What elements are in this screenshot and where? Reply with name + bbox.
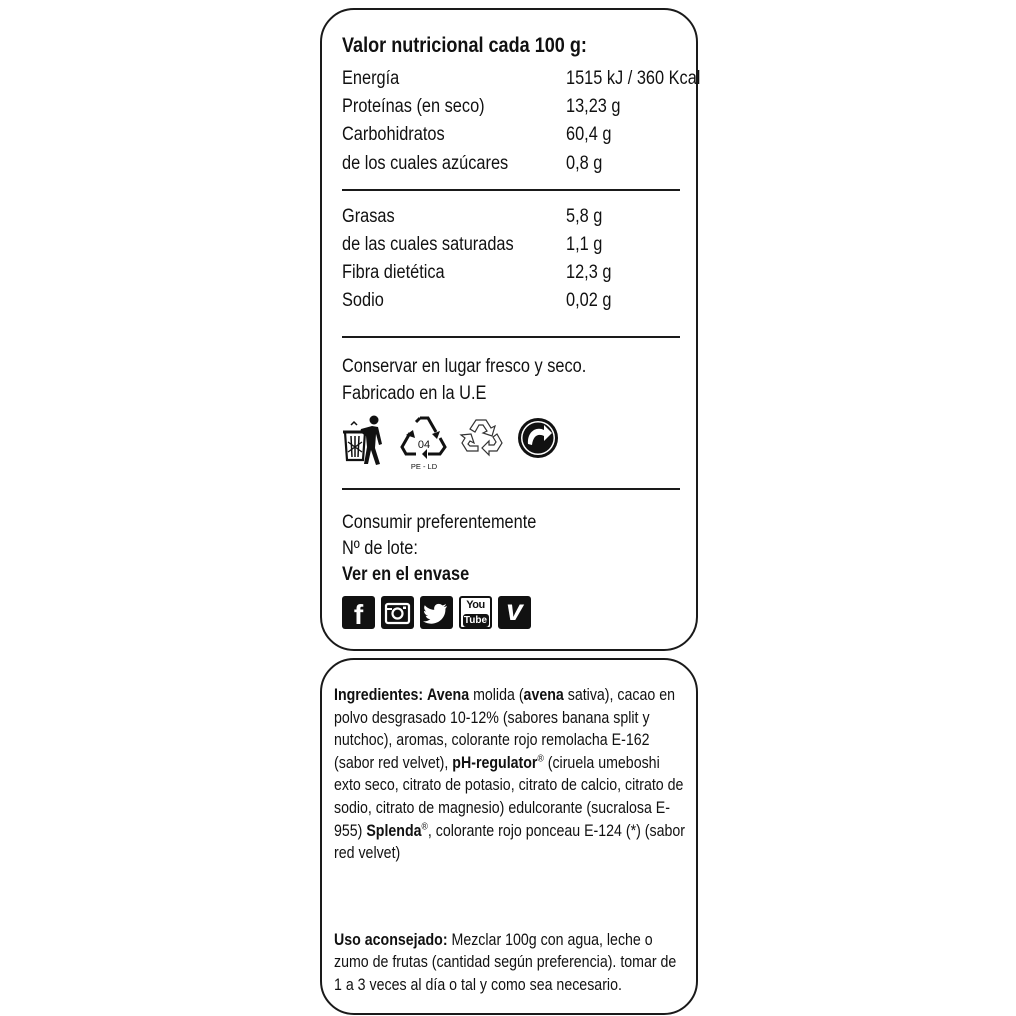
nutrition-label: de los cuales azúcares [342,153,509,174]
ingredients-text [334,684,686,865]
nutrition-row-sugars [342,153,682,179]
registered-mark: ® [537,753,544,765]
nutrition-label: Fibra dietética [342,262,445,283]
nutrition-label: Energía [342,68,400,89]
allergen-oat-2: avena [523,686,564,704]
nutrition-value: 1,1 g [566,234,603,255]
nutrition-row-protein [342,96,682,122]
see-package-text: Ver en el envase [342,564,470,585]
lot-number-label: Nº de lote: [342,538,418,559]
ingredients-part: molida ( [469,686,524,704]
recycle-code: 04 [417,439,431,451]
nutrition-title: Valor nutricional cada 100 g: [342,34,587,57]
youtube-top-text: You [466,599,485,611]
nutrition-label: Sodio [342,290,384,311]
nutrition-value: 0,8 g [566,153,603,174]
best-before-label: Consumir preferentemente [342,512,537,533]
nutrition-value: 0,02 g [566,290,612,311]
divider [342,189,680,191]
nutrition-row-sodium [342,290,682,316]
registered-mark: ® [421,821,428,833]
nutrition-value: 60,4 g [566,124,612,145]
ingredients-part: (ciruela umeboshi exto seco, citrato de potasio, citrato de calcio, citrato de sodio, citrato de magnesio) edulcorante (sucralosa E-955) [334,753,684,840]
ingredients-panel [320,658,698,1015]
recycle-arrows-icon [458,414,506,462]
nutrition-row-energy [342,68,701,94]
ingredients-block [334,684,686,865]
twitter-icon[interactable] [420,596,453,629]
divider [342,336,680,338]
usage-block [334,912,686,1013]
youtube-icon[interactable] [459,596,492,629]
instagram-glyph [381,596,414,629]
youtube-bottom-text: Tube [463,615,488,626]
nutrition-value: 1515 kJ / 360 Kcal [566,68,701,89]
instagram-icon[interactable] [381,596,414,629]
green-dot-icon [514,414,562,462]
nutrition-row-carbs [342,124,682,150]
facebook-icon[interactable] [342,596,375,629]
nutrition-label: Carbohidratos [342,124,445,145]
recycle-04-pe-ld-icon [400,414,448,472]
ingredients-part: sativa), cacao en polvo desgrasado 10-12% (sabores banana split y nutchoc), aromas, colorante rojo remolacha E-162 (sabor red velvet), [334,686,676,772]
ingredients-part: , colorante rojo ponceau E-124 (*) (sabor red velvet) [334,821,686,863]
tidyman-icon [342,414,386,466]
divider [342,488,680,490]
usage-label: Uso aconsejado: [334,930,448,949]
nutrition-row-saturated [342,234,682,260]
nutrition-value: 5,8 g [566,206,603,227]
origin-text: Fabricado en la U.E [342,383,487,404]
nutrition-value: 12,3 g [566,262,612,283]
ph-regulator-brand: pH-regulator [452,753,538,772]
vimeo-glyph: v [506,594,523,627]
nutrition-label: Proteínas (en seco) [342,96,485,117]
recycle-code-label: PE - LD [410,462,438,471]
nutrition-row-fiber [342,262,682,288]
twitter-glyph [420,596,453,629]
recycling-icons [342,414,662,470]
splenda-brand: Splenda [366,821,422,840]
storage-instructions: Conservar en lugar fresco y seco. [342,356,587,377]
social-icons [342,596,562,630]
vimeo-icon[interactable] [498,596,531,629]
nutrition-value: 13,23 g [566,96,621,117]
ingredients-label: Ingredientes: [334,686,424,704]
nutrition-row-fat [342,206,682,232]
facebook-glyph: f [353,599,364,630]
usage-body: Mezclar 100g con agua, leche o zumo de frutas (cantidad según preferencia). tomar de 1 a 3 veces al día o tal y como sea necesario. [334,930,677,994]
nutrition-panel [320,8,701,651]
allergen-oat: Avena [427,686,470,704]
nutrition-label: Grasas [342,206,395,227]
nutrition-label: de las cuales saturadas [342,234,514,255]
usage-text [334,929,686,997]
